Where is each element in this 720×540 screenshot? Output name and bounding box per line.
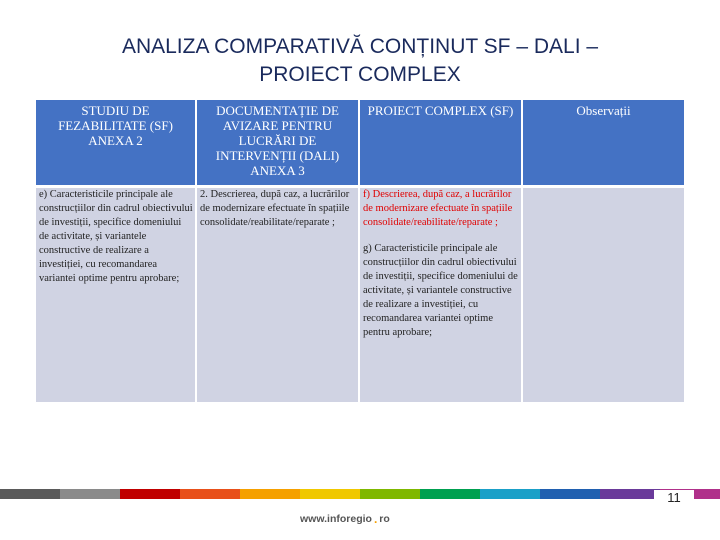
comparison-table bbox=[36, 100, 684, 402]
footer-url-dot: . bbox=[373, 512, 378, 526]
stripe-segment bbox=[60, 489, 120, 499]
stripe-segment bbox=[540, 489, 600, 499]
cell-observatii bbox=[522, 187, 684, 403]
header-sf: STUDIU DE FEZABILITATE (SF) ANEXA 2 bbox=[36, 100, 196, 187]
table-header-row bbox=[36, 100, 684, 187]
stripe-segment bbox=[300, 489, 360, 499]
page-number: 11 bbox=[654, 490, 694, 505]
stripe-segment bbox=[0, 489, 60, 499]
stripe-segment bbox=[420, 489, 480, 499]
footer-url-prefix: www.inforegio bbox=[300, 513, 372, 525]
footer-website bbox=[300, 512, 410, 526]
stripe-segment bbox=[120, 489, 180, 499]
stripe-segment bbox=[240, 489, 300, 499]
cell-dali: 2. Descrierea, după caz, a lucrărilor de modernizare efectuate în spațiile consolidate/reabilitate/reparate ; bbox=[196, 187, 359, 403]
header-observatii: Observații bbox=[522, 100, 684, 187]
footer-url-suffix: ro bbox=[379, 513, 390, 525]
header-proiect-complex: PROIECT COMPLEX (SF) bbox=[359, 100, 522, 187]
slide-title-line-1: ANALIZA COMPARATIVĂ CONȚINUT SF – DALI – bbox=[121, 35, 599, 58]
stripe-segment bbox=[360, 489, 420, 499]
stripe-segment bbox=[480, 489, 540, 499]
cell-proiect-complex-item-g: g) Caracteristicile principale ale construcțiilor din cadrul obiectivului de investiții, specifice domeniului de activitate, și variantele constructive de realizare a investiției, cu recomandarea variantei optime pentru aprobare; bbox=[363, 243, 518, 338]
cell-proiect-complex bbox=[359, 187, 522, 403]
cell-sf: e) Caracteristicile principale ale construcțiilor din cadrul obiectivului de investiții, specifice domeniului de activitate, și variantele constructive de realizare a investiției, cu recomandarea variantei optime pentru aprobare; bbox=[36, 187, 196, 403]
stripe-segment bbox=[600, 489, 660, 499]
cell-proiect-complex-item-f: f) Descrierea, după caz, a lucrărilor de modernizare efectuate în spațiile consolidate/reabilitate/reparate ; bbox=[363, 189, 513, 228]
footer-color-stripe bbox=[0, 489, 720, 499]
slide-title bbox=[40, 33, 680, 89]
slide-title-line-2: PROIECT COMPLEX bbox=[259, 63, 461, 86]
table-row bbox=[36, 187, 684, 403]
header-dali: DOCUMENTAȚIE DE AVIZARE PENTRU LUCRĂRI DE INTERVENȚII (DALI) ANEXA 3 bbox=[196, 100, 359, 187]
stripe-segment bbox=[180, 489, 240, 499]
